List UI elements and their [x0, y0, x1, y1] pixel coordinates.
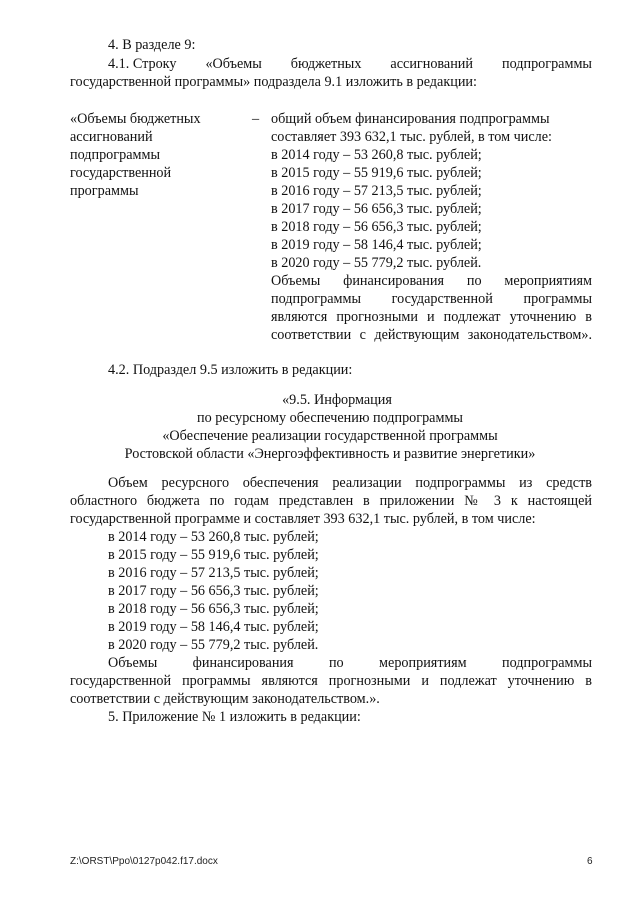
item-5: 5. Приложение № 1 изложить в редакции: [108, 709, 361, 725]
table-note [271, 272, 592, 344]
resource-paragraph-line: Объем ресурсного обеспечения реализации подпрограммы из средств [108, 475, 592, 491]
p41-word: подпрограммы [501, 56, 592, 72]
body-year-item: в 2018 году – 56 656,3 тыс. рублей; [108, 601, 319, 617]
body-note-line: соответствии с действующим законодательством.». [70, 691, 380, 707]
paragraph-4-1-line1 [70, 55, 592, 73]
table-left-line: подпрограммы [70, 147, 160, 163]
resource-paragraph-line: государственной программе и составляет 393 632,1 тыс. рублей, в том числе: [70, 511, 536, 527]
p41-word: ассигнований [390, 56, 473, 72]
paragraph-4-2: 4.2. Подраздел 9.5 изложить в редакции: [108, 362, 353, 378]
body-year-item: в 2014 году – 53 260,8 тыс. рублей; [108, 529, 319, 545]
table-year-item: в 2015 году – 55 919,6 тыс. рублей; [271, 165, 482, 181]
table-right-second-line: составляет 393 632,1 тыс. рублей, в том числе: [271, 129, 552, 145]
heading-9-5-title: «9.5. Информация [282, 392, 392, 408]
resource-paragraph-line: областного бюджета по годам представлен в приложении № 3 к настоящей [70, 493, 592, 509]
body-year-item: в 2015 году – 55 919,6 тыс. рублей; [108, 547, 319, 563]
paragraph-4-1 [70, 55, 592, 91]
table-year-item: в 2014 году – 53 260,8 тыс. рублей; [271, 147, 482, 163]
table-year-item: в 2017 году – 56 656,3 тыс. рублей; [271, 201, 482, 217]
table-note-line: подпрограммы государственной программы [271, 291, 592, 307]
body-note-line: государственной программы являются прогнозными и подлежат уточнению в [70, 673, 592, 689]
table-left-line: «Объемы бюджетных [70, 111, 201, 127]
table-note-line: Объемы финансирования по мероприятиям [271, 273, 592, 289]
paragraph-4-1-line2: государственной программы» подраздела 9.1 изложить в редакции: [70, 74, 477, 90]
section-4-heading: 4. В разделе 9: [108, 37, 196, 53]
body-note-line: Объемы финансирования по мероприятиям подпрограммы [108, 655, 592, 671]
body-note [70, 654, 592, 708]
body-year-item: в 2016 году – 57 213,5 тыс. рублей; [108, 565, 319, 581]
table-left-line: ассигнований [70, 129, 153, 145]
table-year-item: в 2018 году – 56 656,3 тыс. рублей; [271, 219, 482, 235]
p41-word: «Объемы [205, 56, 262, 72]
table-year-list [271, 146, 482, 272]
table-left-line: программы [70, 183, 139, 199]
table-year-item: в 2016 году – 57 213,5 тыс. рублей; [271, 183, 482, 199]
footer-file-path: Z:\ORST\Ppo\0127p042.f17.docx [70, 856, 218, 867]
table-dash: – [252, 111, 260, 127]
p41-word: 4.1. Строку [108, 56, 177, 72]
heading-9-5-line: Ростовской области «Энергоэффективность и развитие энергетики» [124, 446, 536, 462]
table-note-line: соответствии с действующим законодательством». [271, 327, 592, 343]
body-year-item: в 2019 году – 58 146,4 тыс. рублей; [108, 619, 319, 635]
resource-paragraph [70, 474, 592, 528]
table-note-line: являются прогнозными и подлежат уточнению в [271, 309, 592, 325]
table-year-item: в 2020 году – 55 779,2 тыс. рублей. [271, 255, 482, 271]
body-year-list [108, 528, 319, 654]
heading-9-5-line: «Обеспечение реализации государственной программы [162, 428, 498, 444]
body-year-item: в 2017 году – 56 656,3 тыс. рублей; [108, 583, 319, 599]
heading-9-5-line: по ресурсному обеспечению подпрограммы [197, 410, 463, 426]
p41-word: бюджетных [290, 56, 362, 72]
body-year-item: в 2020 году – 55 779,2 тыс. рублей. [108, 637, 319, 653]
table-right-first-line: общий объем финансирования подпрограммы [271, 111, 550, 127]
table-left-cell [70, 110, 201, 200]
table-left-line: государственной [70, 165, 172, 181]
page-number: 6 [587, 856, 593, 867]
table-year-item: в 2019 году – 58 146,4 тыс. рублей; [271, 237, 482, 253]
